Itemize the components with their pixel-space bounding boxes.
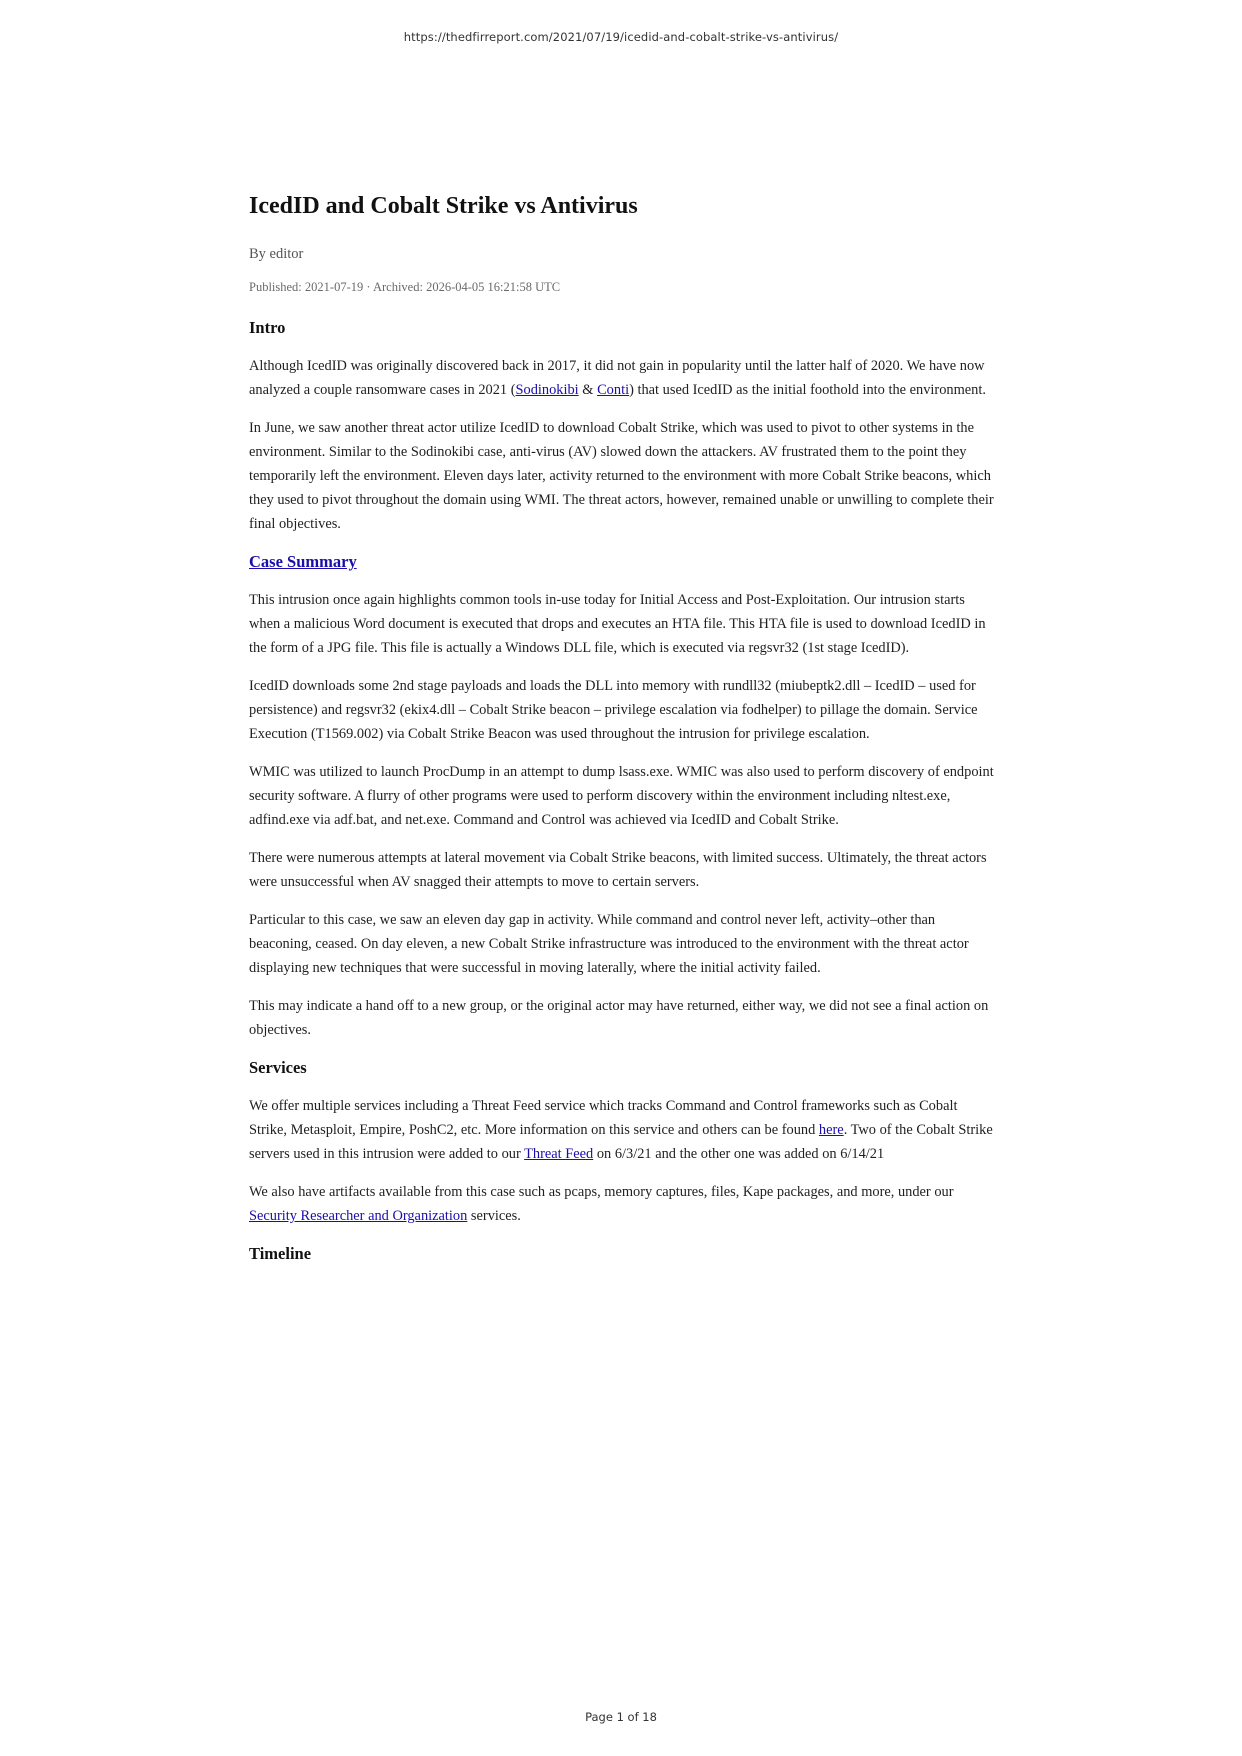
text-segment: We also have artifacts available from this case such as pcaps, memory captures, files, Kape packages, and more, under our xyxy=(249,1184,954,1200)
article xyxy=(249,190,999,1280)
text-segment: ) that used IcedID as the initial foothold into the environment. xyxy=(629,382,986,398)
case-summary-paragraph-3: WMIC was utilized to launch ProcDump in an attempt to dump lsass.exe. WMIC was also used to perform discovery of endpoint security software. A flurry of other programs were used to perform discovery within the environment including nltest.exe, adfind.exe via adf.bat, and net.exe. Command and Control was achieved via IcedID and Cobalt Strike. xyxy=(249,764,994,828)
text-segment: & xyxy=(578,382,598,398)
case-summary-heading xyxy=(249,550,999,574)
intro-paragraph-1 xyxy=(249,354,999,402)
sodinokibi-link[interactable]: Sodinokibi xyxy=(515,382,579,398)
source-url: https://thedfirreport.com/2021/07/19/icedid-and-cobalt-strike-vs-antivirus/ xyxy=(403,30,839,44)
security-researcher-link[interactable]: Security Researcher and Organization xyxy=(249,1208,468,1224)
text-segment: . Two of the Cobalt Strike servers used in this intrusion were added to our xyxy=(249,1122,993,1162)
case-summary-paragraph-4: There were numerous attempts at lateral movement via Cobalt Strike beacons, with limited success. Ultimately, the threat actors were unsuccessful when AV snagged their attempts to move to certain servers. xyxy=(249,850,987,890)
case-summary-paragraph-6: This may indicate a hand off to a new group, or the original actor may have returned, either way, we did not see a final action on objectives. xyxy=(249,998,989,1038)
services-heading: Services xyxy=(249,1058,307,1077)
here-link[interactable]: here xyxy=(818,1122,844,1138)
text-segment: on 6/3/21 and the other one was added on 6/14/21 xyxy=(593,1146,885,1162)
intro-paragraph-2: In June, we saw another threat actor utilize IcedID to download Cobalt Strike, which was used to pivot to other systems in the environment. Similar to the Sodinokibi case, anti-virus (AV) slowed down the attackers. AV frustrated them to the point they temporarily left the environment. Eleven days later, activity returned to the environment with more Cobalt Strike beacons, which they used to pivot throughout the domain using WMI. The threat actors, however, remained unable or unwilling to complete their final objectives. xyxy=(249,420,994,532)
text-segment: We offer multiple services including a Threat Feed service which tracks Command and Control frameworks such as Cobalt Strike, Metasploit, Empire, PoshC2, etc. More information on this service and others can be found xyxy=(249,1098,958,1138)
case-summary-paragraph-1: This intrusion once again highlights common tools in-use today for Initial Access and Post-Exploitation. Our intrusion starts when a malicious Word document is executed that drops and executes an HTA file. This HTA file is used to download IcedID in the form of a JPG file. This file is actually a Windows DLL file, which is executed via regsvr32 (1st stage IcedID). xyxy=(249,592,986,656)
services-paragraph-2 xyxy=(249,1180,999,1228)
services-paragraph-1 xyxy=(249,1094,999,1166)
case-summary-link[interactable]: Case Summary xyxy=(249,552,357,571)
case-summary-paragraph-2: IcedID downloads some 2nd stage payloads and loads the DLL into memory with rundll32 (miubeptk2.dll – IcedID – used for persistence) and regsvr32 (ekix4.dll – Cobalt Strike beacon – privilege escalation via fodhelper) to pillage the domain. Service Execution (T1569.002) via Cobalt Strike Beacon was used throughout the intrusion for privilege escalation. xyxy=(249,678,978,742)
text-segment: services. xyxy=(467,1208,521,1224)
timeline-heading: Timeline xyxy=(249,1244,312,1263)
publish-meta: Published: 2021-07-19 · Archived: 2026-04-05 16:21:58 UTC xyxy=(249,280,561,294)
byline: By editor xyxy=(249,246,304,262)
threat-feed-link[interactable]: Threat Feed xyxy=(524,1146,594,1162)
article-title: IcedID and Cobalt Strike vs Antivirus xyxy=(249,193,638,219)
text-segment: Although IcedID was originally discovered back in 2017, it did not gain in popularity until the latter half of 2020. We have now analyzed a couple ransomware cases in 2021 ( xyxy=(249,358,985,398)
case-summary-paragraph-5: Particular to this case, we saw an eleven day gap in activity. While command and control never left, activity–other than beaconing, ceased. On day eleven, a new Cobalt Strike infrastructure was introduced to the environment with the threat actor displaying new techniques that were successful in moving laterally, where the initial activity failed. xyxy=(249,912,969,976)
page-number: Page 1 of 18 xyxy=(585,1710,657,1724)
conti-link[interactable]: Conti xyxy=(597,382,630,398)
intro-heading: Intro xyxy=(249,318,286,337)
